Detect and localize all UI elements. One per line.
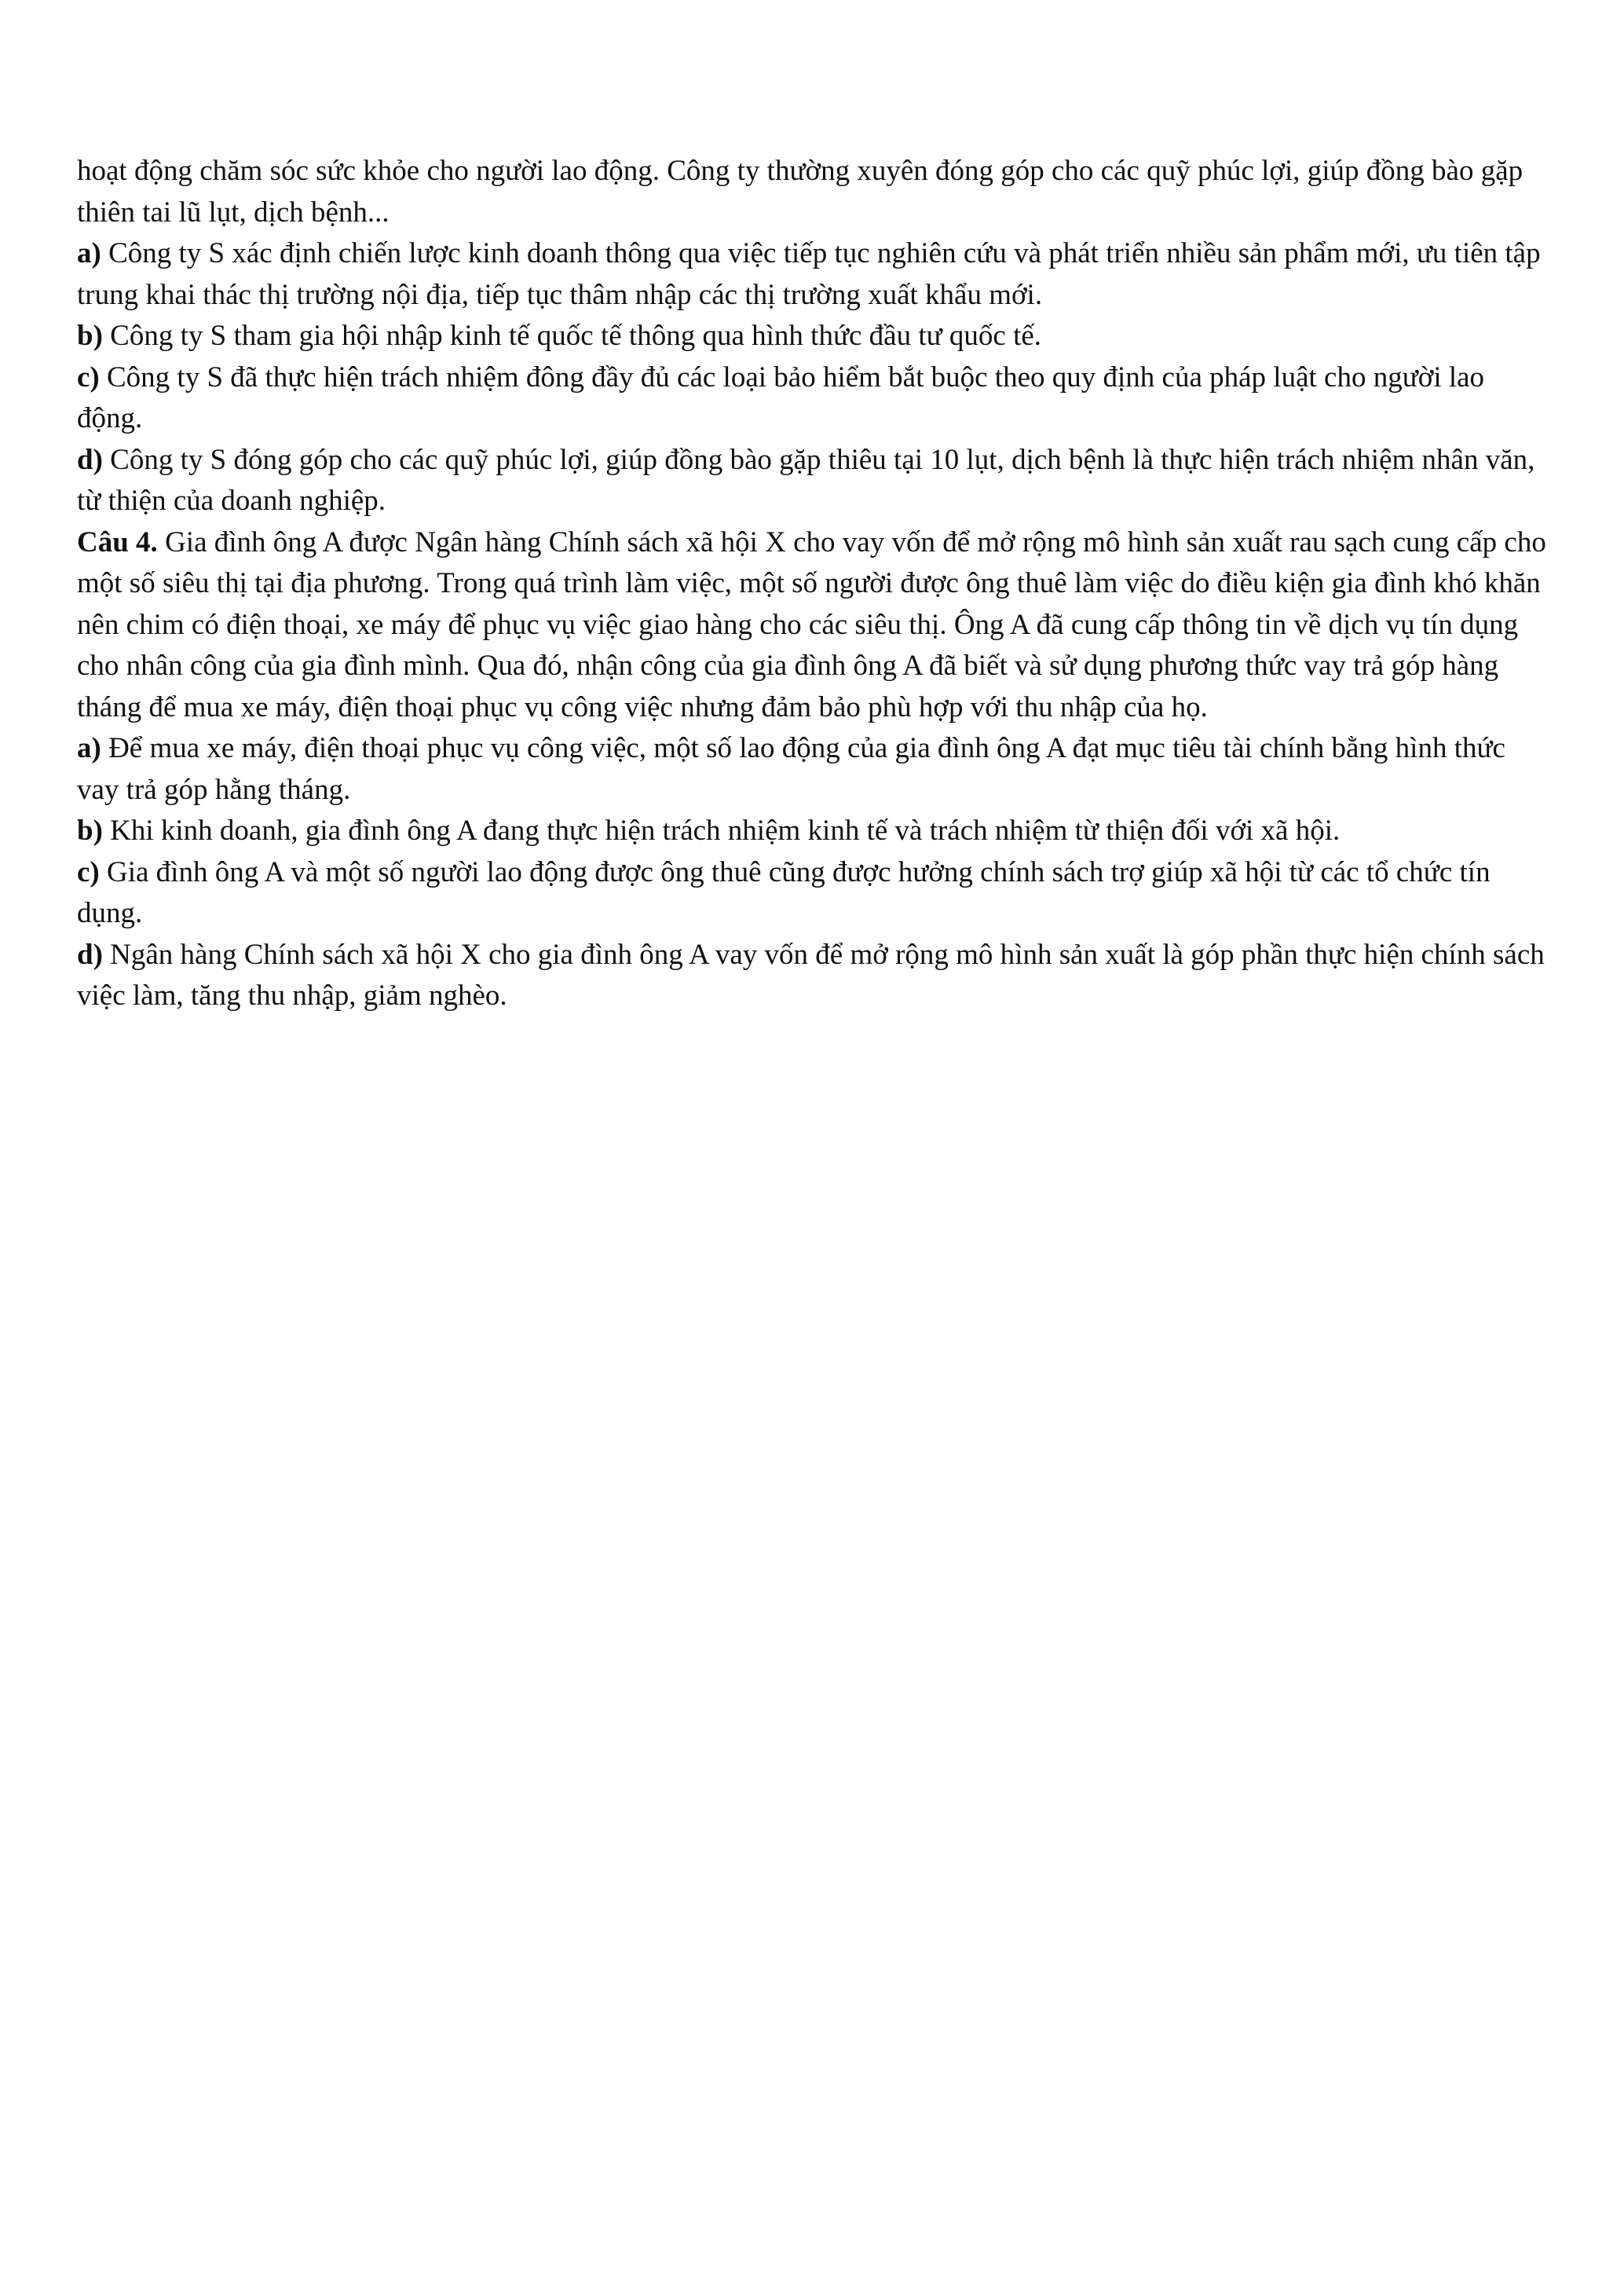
q3-option-b [77,316,1553,357]
option-label: b) [77,815,103,847]
q4-option-a [77,728,1553,811]
option-text: Để mua xe máy, điện thoại phục vụ công việc, một số lao động của gia đình ông A đạt mục tiêu tài chính bằng hình thức vay trả góp hằng tháng. [77,732,1505,806]
option-label: d) [77,938,103,971]
option-text: Công ty S xác định chiến lược kinh doanh thông qua việc tiếp tục nghiên cứu và phát triển nhiều sản phẩm mới, ưu tiên tập trung khai thác thị trường nội địa, tiếp tục thâm nhập các thị trường xuất khẩu mới. [77,237,1541,311]
option-label: c) [77,855,100,888]
option-label: a) [77,237,101,269]
option-label: d) [77,443,103,476]
question-text: Gia đình ông A được Ngân hàng Chính sách xã hội X cho vay vốn để mở rộng mô hình sản xuất rau sạch cung cấp cho một số siêu thị tại địa phương. Trong quá trình làm việc, một số người được ông thuê làm việc do điều kiện gia đình khó khăn nên chim có điện thoại, xe máy để phục vụ việc giao hàng cho các siêu thị. Ông A đã cung cấp thông tin về dịch vụ tín dụng cho nhân công của gia đình mình. Qua đó, nhận công của gia đình ông A đã biết và sử dụng phương thức vay trả góp hàng tháng để mua xe máy, điện thoại phục vụ công việc nhưng đảm bảo phù hợp với thu nhập của họ. [77,525,1546,723]
q3-option-c [77,357,1553,440]
option-label: c) [77,361,100,394]
question-label: Câu 4. [77,525,158,558]
document-page [77,151,1553,1017]
question-4 [77,522,1553,729]
option-text: Khi kinh doanh, gia đình ông A đang thực hiện trách nhiệm kinh tế và trách nhiệm từ thiện đối với xã hội. [102,815,1341,847]
option-text: Công ty S đóng góp cho các quỹ phúc lợi, giúp đồng bào gặp thiêu tại 10 lụt, dịch bệnh là thực hiện trách nhiệm nhân văn, từ thiện của doanh nghiệp. [77,443,1535,517]
option-text: Ngân hàng Chính sách xã hội X cho gia đình ông A vay vốn để mở rộng mô hình sản xuất là góp phần thực hiện chính sách việc làm, tăng thu nhập, giảm nghèo. [77,938,1545,1012]
q4-option-d [77,935,1553,1017]
option-text: Gia đình ông A và một số người lao động được ông thuê cũng được hưởng chính sách trợ giúp xã hội từ các tổ chức tín dụng. [77,855,1490,929]
intro-text: hoạt động chăm sóc sức khỏe cho người lao động. Công ty thường xuyên đóng góp cho các quỹ phúc lợi, giúp đồng bào gặp thiên tai lũ lụt, dịch bệnh... [77,155,1523,229]
option-text: Công ty S đã thực hiện trách nhiệm đông đầy đủ các loại bảo hiểm bắt buộc theo quy định của pháp luật cho người lao động. [77,361,1485,434]
intro-paragraph [77,151,1553,233]
q3-option-d [77,440,1553,522]
q3-option-a [77,233,1553,316]
q4-option-b [77,811,1553,852]
option-text: Công ty S tham gia hội nhập kinh tế quốc tế thông qua hình thức đầu tư quốc tế. [102,320,1042,352]
option-label: a) [77,732,101,764]
option-label: b) [77,320,103,352]
q4-option-c [77,852,1553,935]
